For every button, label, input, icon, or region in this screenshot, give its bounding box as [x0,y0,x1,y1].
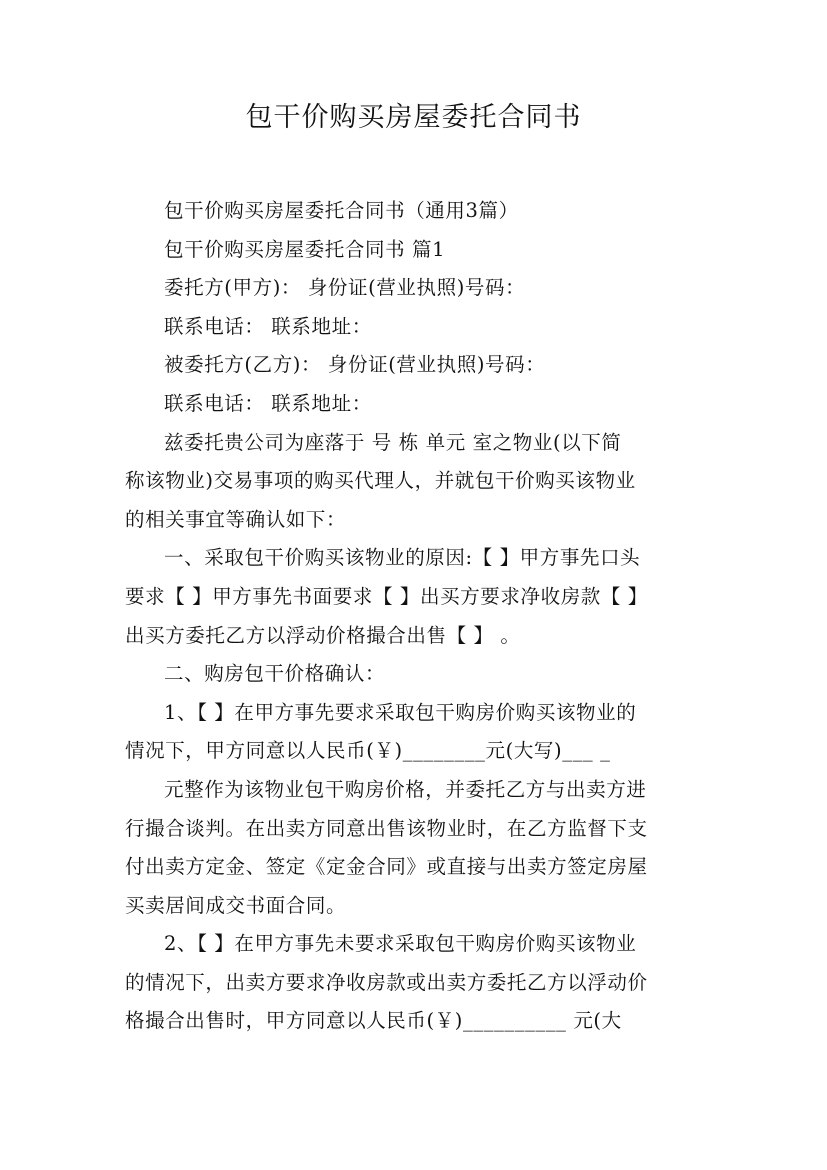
text-line: 出买方委托乙方以浮动价格撮合出售【 】 。 [125,623,521,647]
text-line: 付出卖方定金、签定《定金合同》或直接与出卖方签定房屋 [125,855,648,879]
text-line: 一、采取包干价购买该物业的原因:【 】甲方事先口头 [164,546,641,570]
paragraph-client-contact [125,308,703,347]
text-line: 委托方(甲方)： 身份证(营业执照)号码： [164,276,526,300]
paragraph-clause-1 [125,694,703,771]
text-line: 包干价购买房屋委托合同书（通用3篇） [164,199,519,222]
text-line: 格撮合出售时，甲方同意以人民币(￥)__________ 元(大 [125,1009,622,1033]
text-line: 元整作为该物业包干购房价格，并委托乙方与出卖方进 [164,777,647,801]
text-line: 的情况下，出卖方要求净收房款或出卖方委托乙方以浮动价 [125,970,648,994]
text-line: 的相关事宜等确认如下： [125,507,347,531]
text-line: 称该物业)交易事项的购买代理人，并就包干价购买该物业 [125,469,636,493]
document-title: 包干价购买房屋委托合同书 [245,102,582,133]
text-line: 包干价购买房屋委托合同书 篇1 [164,237,446,261]
text-line: 联系电话： 联系地址： [164,314,372,338]
document-body [125,192,703,1041]
text-line: 1、【 】在甲方事先要求采取包干购房价购买该物业的 [164,700,637,724]
paragraph-reason [125,539,703,655]
text-line: 联系电话： 联系地址： [164,391,372,415]
paragraph-subtitle [125,192,703,231]
text-line: 二、购房包干价格确认： [164,662,386,686]
text-line: 兹委托贵公司为座落于 号 栋 单元 室之物业(以下简 [164,430,622,454]
text-line: 情况下，甲方同意以人民币(￥)________元(大写)___ _ [125,739,611,763]
text-line: 要求【 】甲方事先书面要求【 】出买方要求净收房款【 】 [125,584,648,608]
paragraph-entrustment [125,424,703,540]
paragraph-agent-party [125,346,703,385]
paragraph-client-party [125,269,703,308]
paragraph-section-heading [125,231,703,270]
paragraph-price-heading [125,655,703,694]
text-line: 行撮合谈判。在出卖方同意出售该物业时，在乙方监督下支 [125,816,648,840]
text-line: 2、【 】在甲方事先未要求采取包干购房价购买该物业 [164,932,637,956]
text-line: 被委托方(乙方)： 身份证(营业执照)号码： [164,353,546,377]
text-line: 买卖居间成交书面合同。 [125,893,347,917]
paragraph-clause-2 [125,925,703,1041]
paragraph-agent-contact [125,385,703,424]
paragraph-clause-1-continued [125,771,703,925]
